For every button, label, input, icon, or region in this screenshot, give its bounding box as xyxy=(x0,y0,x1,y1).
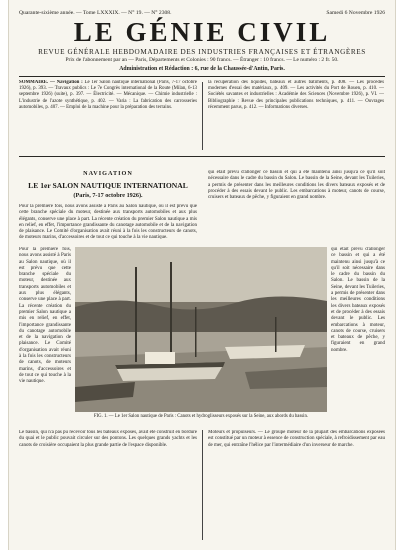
article-right-text: qui était prévu d'allonger ce bassin et qui a été maintenu ainsi jusqu'à ce qu'il soit nécessaire dans le cadre du bassin du Salon. Le bassin de la Seine, devant les Tuileries, a permis de présenter dans les meilleures conditions les divers bateaux exposés et de procéder à des essais devant le public. Les embarcations à moteur, canots de course, cruisers et bateaux de pêche, y figuraient en grand nombre. xyxy=(208,170,385,201)
summary-left-text: Le 1er Salon nautique international (Paris, 7-17 octobre 1926), p. 393. — Travaux publics : Le 7e Congrès international de la Route (Milan, 6-13 septembre 1926) (suite), p. 397. — Électricité. — Mécanique. — Chimie industrielle : L'industrie de l'azote synthétique, p. 402. — Varia : La fabrication des carrosseries automobiles, p. 407. — Emploi de la machine pour la préparation des terrains. xyxy=(19,80,197,110)
article-lower-left: Le bassin, qui n'a pas pu recevoir tous les bateaux exposés, avait été construit en bordure du quai et le public pouvait circuler sur des pontons. Les quelques grands yachts et les canots de croisière occupaient la plus grande partie de l'espace disponible. xyxy=(19,430,197,448)
article-title: LE 1er SALON NAUTIQUE INTERNATIONAL xyxy=(28,181,188,190)
boat-photograph xyxy=(75,247,327,412)
lower-column-divider xyxy=(202,430,203,540)
summary-heading: SOMMAIRE. — Navigation : xyxy=(19,80,83,85)
article-dates: (Paris, 7-17 octobre 1926). xyxy=(73,192,143,199)
article-wrap-right: qui était prévu d'allonger ce bassin et qui a été maintenu ainsi jusqu'à ce qu'il soit nécessaire dans le cadre du bassin du Salon. Le bassin de la Seine, devant les Tuileries, a permis de présenter dans les meilleures conditions les divers bateaux exposés et de procéder à des essais devant le public. Les embarcations à moteur, canots de course, cruisers et bateaux de pêche, y figuraient en grand nombre. xyxy=(331,247,385,353)
boat-photograph-drawing xyxy=(75,247,327,412)
masthead-title: LE GÉNIE CIVIL xyxy=(73,17,331,47)
section-rubric: NAVIGATION xyxy=(83,170,133,177)
administration-address: Administration et Rédaction : 6, rue de la Chaussée-d'Antin, Paris. xyxy=(119,66,285,72)
masthead-subtitle: REVUE GÉNÉRALE HEBDOMADAIRE DES INDUSTRIES FRANÇAISES ET ÉTRANGÈRES xyxy=(38,48,366,56)
article-wrap-left: Pour la première fois, nous avons assisté à Paris au Salon nautique, où il est prévu que cette branche spéciale du moteur, destinée aux transports automobiles et aux plus élégants, conserve une place à part. La récente création du premier Salon nautique a mis en relief, en effet, l'importance grandissante du canotage automobile et de la navigation de plaisance. Le Comité d'organisation avait réuni à la fois les constructeurs de canots, de moteurs marins, d'accessoires et de tout ce qui touche à la vie nautique. xyxy=(19,247,71,385)
summary-divider xyxy=(202,82,203,150)
issue-date: Samedi 6 Novembre 1926 xyxy=(326,10,385,16)
subscription-prices: Prix de l'abonnement par an — Paris, Départements et Colonies : 90 francs. — Étranger : 10 francs. — Le numéro : 2 fr. 50. xyxy=(65,57,339,63)
header-rule xyxy=(19,76,385,77)
summary-left xyxy=(19,80,197,154)
article-intro-text: Pour la première fois, nous avons assisté à Paris au Salon nautique, où il est prévu que cette branche spéciale du moteur, destinée aux transports automobiles et aux plus élégants, conserve une place à part. La récente création du premier Salon nautique a mis en relief, en effet, l'importance grandissante du canotage automobile et de la navigation de plaisance. Le Comité d'organisation avait réuni à la fois les constructeurs de canots, de moteurs marins, d'accessoires et de tout ce qui touche à la vie nautique. xyxy=(19,204,197,241)
issue-number: Quarante-sixième année. — Tome LXXXIX. — N° 19. — N° 2308. xyxy=(19,10,172,16)
article-lower-right: Moteurs et propulseurs. — Le groupe moteur de la plupart des embarcations exposées est constitué par un moteur à essence de construction spéciale, à refroidissement par eau de mer, qui entraîne l'hélice par l'intermédiaire d'un inverseur de marche. xyxy=(208,430,385,448)
journal-page xyxy=(9,0,395,550)
summary-rule xyxy=(19,156,385,157)
figure-caption: FIG. 1. — Le 1er Salon nautique de Paris : Canots et hydroglisseurs exposés sur la Seine, aux abords du bassin. xyxy=(93,414,309,419)
summary-right: la récupération des liquides, bateaux et autres bâtiments, p. 408. — Les procédés modernes d'essai des matériaux, p. 409. — Les activités du Port de Rouen, p. 410. — Sociétés savantes et industrielles : Académie des Sciences (Novembre 1926), p. VI. — Bibliographie : Revue des principales publications techniques, p. 411. — Ouvrages récemment parus, p. 412. — Informations diverses. xyxy=(208,80,384,110)
